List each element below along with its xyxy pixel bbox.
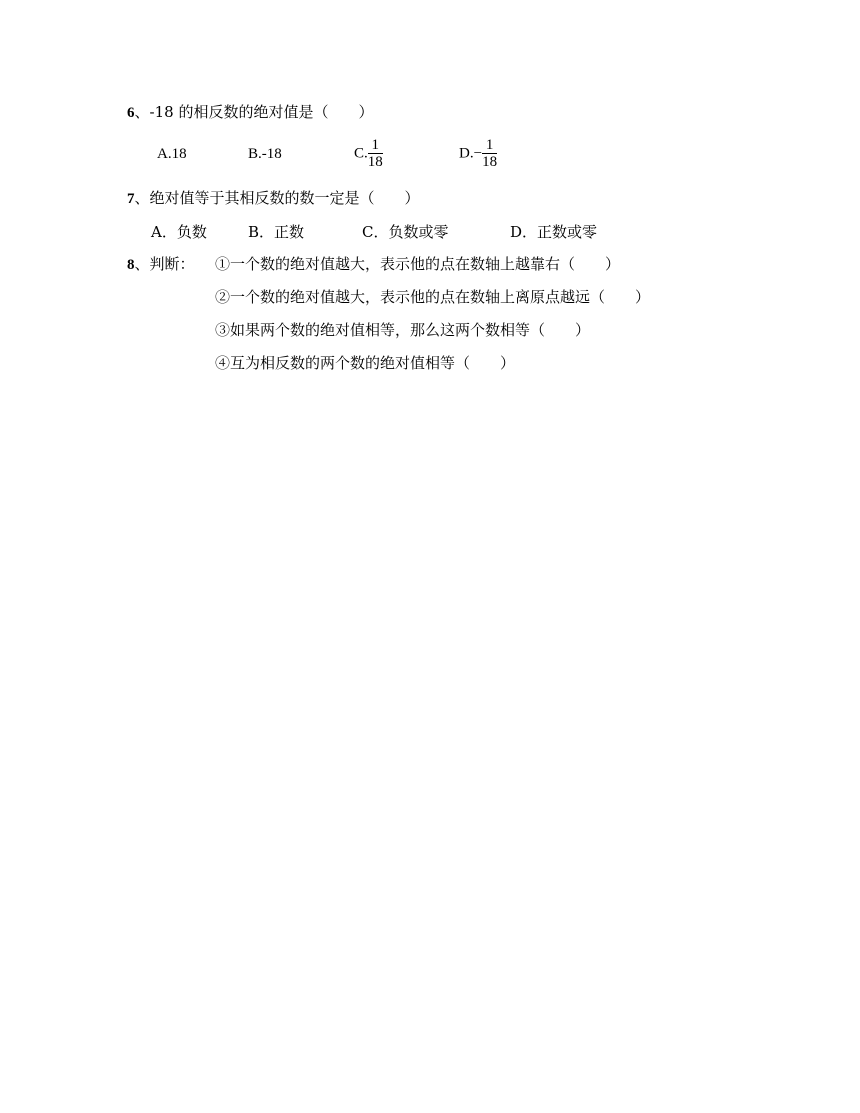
question-8 [127, 254, 195, 275]
question-label: 判断： [149, 255, 195, 273]
question-text: -18 的相反数的绝对值是（ ） [149, 103, 374, 121]
q6-option-b: B.-18 [248, 146, 282, 162]
question-number: 7 [127, 191, 135, 207]
minus-sign: − [473, 145, 483, 162]
fraction [368, 137, 383, 170]
q8-statement-1: ①一个数的绝对值越大，表示他的点在数轴上越靠右（ ） [215, 255, 621, 273]
q8-statement-3: ③如果两个数的绝对值相等，那么这两个数相等（ ） [215, 321, 591, 339]
fraction-denominator: 18 [367, 154, 383, 170]
question-text: 绝对值等于其相反数的数一定是（ ） [149, 189, 420, 207]
question-7 [127, 188, 420, 209]
fraction-numerator: 1 [482, 137, 497, 154]
q6-option-c [354, 137, 383, 170]
q7-option-d: D．正数或零 [510, 223, 598, 241]
question-number: 8 [127, 257, 135, 273]
q7-option-a: A．负数 [151, 223, 207, 241]
q8-statement-2: ②一个数的绝对值越大，表示他的点在数轴上离原点越远（ ） [215, 288, 651, 306]
option-prefix: D. [459, 145, 474, 162]
question-number: 6 [127, 105, 135, 121]
question-separator: 、 [134, 103, 150, 121]
q7-option-b: B．正数 [248, 223, 305, 241]
q6-option-a: A.18 [157, 146, 187, 162]
question-separator: 、 [134, 189, 150, 207]
option-prefix: C. [354, 145, 368, 162]
question-separator: 、 [134, 255, 150, 273]
fraction [482, 137, 497, 170]
question-6 [127, 102, 373, 123]
fraction-denominator: 18 [482, 154, 498, 170]
q6-option-d [459, 137, 497, 170]
q8-statement-4: ④互为相反数的两个数的绝对值相等（ ） [215, 354, 516, 372]
q7-option-c: C．负数或零 [362, 223, 449, 241]
fraction-numerator: 1 [368, 137, 383, 154]
